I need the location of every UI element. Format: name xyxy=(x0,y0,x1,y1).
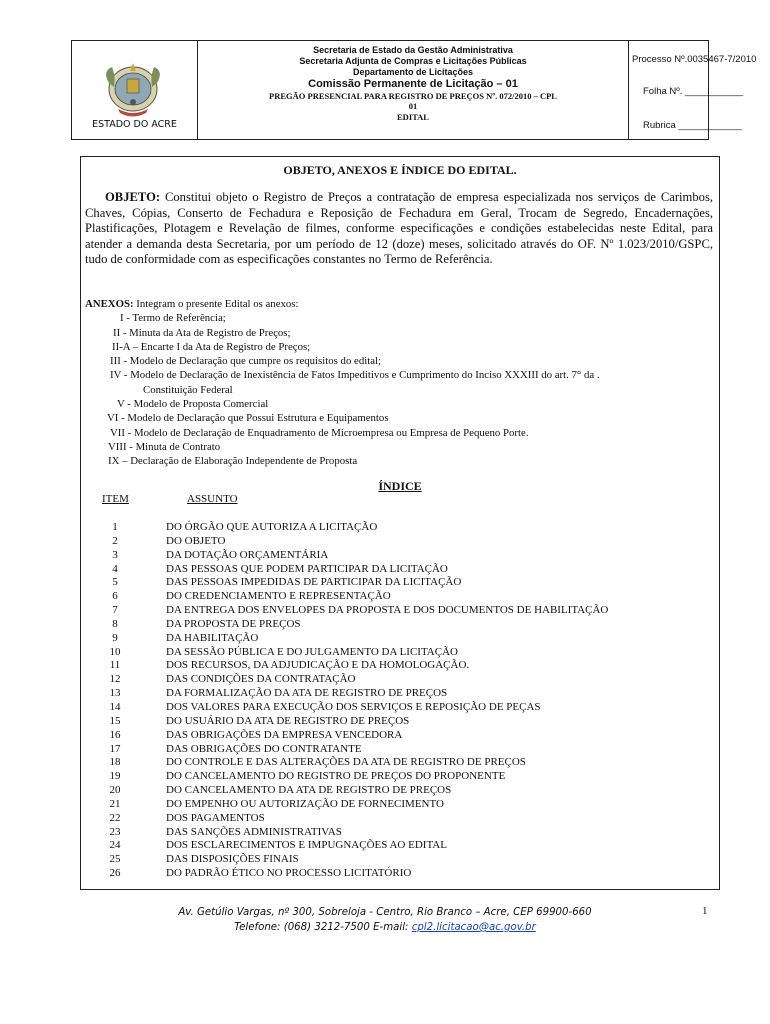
index-row xyxy=(81,563,719,577)
anexo-item: II-A – Encarte I da Ata de Registro de Preços; xyxy=(112,340,311,353)
estado-label: ESTADO DO ACRE xyxy=(92,119,177,130)
index-item-number: 9 xyxy=(112,631,118,644)
index-item-number: 14 xyxy=(109,700,121,713)
page-number: 1 xyxy=(702,905,708,917)
index-row xyxy=(81,618,719,632)
index-row xyxy=(81,549,719,563)
index-item-title: DA DOTAÇÃO ORÇAMENTÁRIA xyxy=(166,548,329,561)
index-row xyxy=(81,839,719,853)
folha-field: Folha Nº. ___________ xyxy=(643,86,744,97)
index-row xyxy=(81,701,719,715)
index-item-title: DO CANCELAMENTO DA ATA DE REGISTRO DE PREÇOS xyxy=(166,784,452,797)
index-row xyxy=(81,729,719,743)
index-row xyxy=(81,770,719,784)
anexo-item: VI - Modelo de Declaração que Possui Estrutura e Equipamentos xyxy=(107,412,389,425)
index-item-title: DOS VALORES PARA EXECUÇÃO DOS SERVIÇOS E REPOSIÇÃO DE PEÇAS xyxy=(166,700,541,713)
index-item-number: 11 xyxy=(109,659,121,672)
index-row xyxy=(81,535,719,549)
index-item-title: DOS PAGAMENTOS xyxy=(166,811,265,824)
anexos-intro: Integram o presente Edital os anexos: xyxy=(133,298,299,310)
index-row xyxy=(81,521,719,535)
index-row xyxy=(81,853,719,867)
processo-number: Processo Nº.0035467-7/2010 xyxy=(632,54,757,65)
index-item-number: 7 xyxy=(112,604,118,617)
index-item-number: 5 xyxy=(112,576,118,589)
footer-contact xyxy=(0,920,770,935)
pregao-line-2: 01 xyxy=(408,101,418,111)
index-row xyxy=(81,756,719,770)
index-row xyxy=(81,867,719,881)
index-item-title: DO USUÁRIO DA ATA DE REGISTRO DE PREÇOS xyxy=(166,714,410,727)
index-item-title: DA ENTREGA DOS ENVELOPES DA PROPOSTA E DOS DOCUMENTOS DE HABILITAÇÃO xyxy=(166,604,609,617)
anexo-item: III - Modelo de Declaração que cumpre os requisitos do edital; xyxy=(110,355,382,368)
header-line-2: Secretaria Adjunta de Compras e Licitações Públicas xyxy=(299,56,527,66)
anexo-item: IX – Declaração de Elaboração Independente de Proposta xyxy=(108,455,358,468)
anexo-item-continuation: Constituição Federal xyxy=(143,383,233,396)
header-line-3: Departamento de Licitações xyxy=(352,67,474,77)
footer-phone: Telefone: (068) 3212-7500 E-mail: xyxy=(234,922,412,933)
indice-title: ÍNDICE xyxy=(378,479,422,493)
index-item-number: 18 xyxy=(109,756,121,769)
index-row xyxy=(81,687,719,701)
header-center xyxy=(198,41,629,139)
index-item-number: 15 xyxy=(109,714,121,727)
state-coat-of-arms-icon xyxy=(100,61,166,121)
index-item-title: DAS PESSOAS IMPEDIDAS DE PARTICIPAR DA LICITAÇÃO xyxy=(166,576,462,589)
index-row xyxy=(81,798,719,812)
pregao-line-1: PREGÃO PRESENCIAL PARA REGISTRO DE PREÇOS Nº. 072/2010 – CPL xyxy=(269,91,557,101)
index-item-title: DOS RECURSOS, DA ADJUDICAÇÃO E DA HOMOLOGAÇÃO. xyxy=(166,659,470,672)
index-item-number: 19 xyxy=(109,770,121,783)
footer-address: Av. Getúlio Vargas, nº 300, Sobreloja - Centro, Rio Branco – Acre, CEP 69900-660 xyxy=(178,907,592,918)
commission-title: Comissão Permanente de Licitação – 01 xyxy=(308,78,518,90)
index-item-title: DAS CONDIÇÕES DA CONTRATAÇÃO xyxy=(166,673,356,686)
edital-label: EDITAL xyxy=(397,112,429,122)
index-item-title: DAS OBRIGAÇÕES DA EMPRESA VENCEDORA xyxy=(166,728,403,741)
anexo-item: VII - Modelo de Declaração de Enquadramento de Microempresa ou Empresa de Pequeno Porte. xyxy=(110,426,529,439)
index-row xyxy=(81,784,719,798)
index-item-title: DO EMPENHO OU AUTORIZAÇÃO DE FORNECIMENTO xyxy=(166,797,444,810)
document-header xyxy=(71,40,757,140)
index-item-number: 12 xyxy=(109,673,121,686)
index-row xyxy=(81,576,719,590)
index-item-number: 4 xyxy=(112,562,118,575)
index-item-number: 17 xyxy=(109,742,121,755)
index-item-number: 21 xyxy=(109,797,121,810)
index-item-number: 23 xyxy=(109,825,121,838)
index-item-title: DO OBJETO xyxy=(166,534,226,547)
column-header-assunto: ASSUNTO xyxy=(187,493,238,505)
index-list xyxy=(81,521,719,881)
anexo-item: II - Minuta da Ata de Registro de Preços; xyxy=(113,326,291,339)
index-item-title: DA HABILITAÇÃO xyxy=(166,631,259,644)
index-row xyxy=(81,632,719,646)
index-item-number: 22 xyxy=(109,811,121,824)
index-row xyxy=(81,743,719,757)
anexos-label: ANEXOS: xyxy=(85,298,134,310)
index-item-number: 2 xyxy=(112,534,118,547)
index-item-title: DA SESSÃO PÚBLICA E DO JULGAMENTO DA LICITAÇÃO xyxy=(166,645,458,658)
anexo-item: I - Termo de Referência; xyxy=(120,312,226,325)
page-footer xyxy=(0,905,770,935)
index-item-title: DA FORMALIZAÇÃO DA ATA DE REGISTRO DE PREÇOS xyxy=(166,687,448,700)
logo-cell xyxy=(72,41,198,139)
index-item-number: 6 xyxy=(112,590,118,603)
index-item-number: 1 xyxy=(112,521,118,533)
rubrica-field: Rubrica ____________ xyxy=(643,120,742,131)
index-item-number: 26 xyxy=(109,867,121,880)
anexo-item: VIII - Minuta de Contrato xyxy=(108,440,221,453)
index-row xyxy=(81,604,719,618)
index-item-title: DO CONTROLE E DAS ALTERAÇÕES DA ATA DE REGISTRO DE PREÇOS xyxy=(166,756,526,769)
anexos-section xyxy=(85,297,715,469)
index-item-title: DAS PESSOAS QUE PODEM PARTICIPAR DA LICITAÇÃO xyxy=(166,562,448,575)
index-item-number: 10 xyxy=(109,645,121,658)
index-row xyxy=(81,673,719,687)
anexo-item: V - Modelo de Proposta Comercial xyxy=(117,398,269,411)
section-title: OBJETO, ANEXOS E ÍNDICE DO EDITAL. xyxy=(283,163,517,177)
index-row xyxy=(81,812,719,826)
index-item-title: DO CREDENCIAMENTO E REPRESENTAÇÃO xyxy=(166,590,391,603)
index-item-title: DAS SANÇÕES ADMINISTRATIVAS xyxy=(166,825,342,838)
objeto-text: Constitui objeto o Registro de Preços a contratação de empresa especializada nos serviços de Carimbos, Chaves, Cópias, Conserto de Fechadura e Reposição de Fechadura em Geral, Trocam de Segredo, Encadernações, Plastificações, Plotagem e Revelação de filmes, conforme especificações e condições estabelecidas neste Edital, para atender a demanda desta Secretaria, por um período de 12 (doze) meses, solicitado através do OF. Nº 1.023/2010/GSPC, tudo de conformidade com as especificações constantes no Termo de Referência. xyxy=(85,190,713,266)
index-item-title: DAS OBRIGAÇÕES DO CONTRATANTE xyxy=(166,742,362,755)
index-item-number: 13 xyxy=(109,687,121,700)
index-item-number: 20 xyxy=(109,784,121,797)
column-header-item: ITEM xyxy=(102,493,129,505)
index-row xyxy=(81,715,719,729)
index-item-title: DO CANCELAMENTO DO REGISTRO DE PREÇOS DO PROPONENTE xyxy=(166,770,506,783)
index-item-title: DAS DISPOSIÇÕES FINAIS xyxy=(166,853,299,866)
header-line-1: Secretaria de Estado da Gestão Administrativa xyxy=(313,45,513,55)
index-item-title: DO PADRÃO ÉTICO NO PROCESSO LICITATÓRIO xyxy=(166,867,412,880)
index-item-title: DA PROPOSTA DE PREÇOS xyxy=(166,617,301,630)
index-row xyxy=(81,590,719,604)
index-row xyxy=(81,659,719,673)
main-content-box xyxy=(80,156,720,890)
footer-email-link[interactable]: cpl2.licitacao@ac.gov.br xyxy=(411,922,536,933)
anexo-item: IV - Modelo de Declaração de Inexistência de Fatos Impeditivos e Cumprimento do Inciso XXXIII do art. 7° da . xyxy=(110,369,600,382)
index-item-title: DO ÓRGÃO QUE AUTORIZA A LICITAÇÃO xyxy=(166,521,378,533)
index-row xyxy=(81,826,719,840)
index-item-number: 8 xyxy=(112,617,118,630)
objeto-paragraph xyxy=(85,190,713,268)
index-row xyxy=(81,646,719,660)
index-item-number: 3 xyxy=(112,548,118,561)
index-item-number: 16 xyxy=(109,728,121,741)
index-item-number: 24 xyxy=(109,839,121,852)
index-item-title: DOS ESCLARECIMENTOS E IMPUGNAÇÕES AO EDITAL xyxy=(166,839,447,852)
objeto-label: OBJETO: xyxy=(105,190,161,204)
index-item-number: 25 xyxy=(109,853,121,866)
